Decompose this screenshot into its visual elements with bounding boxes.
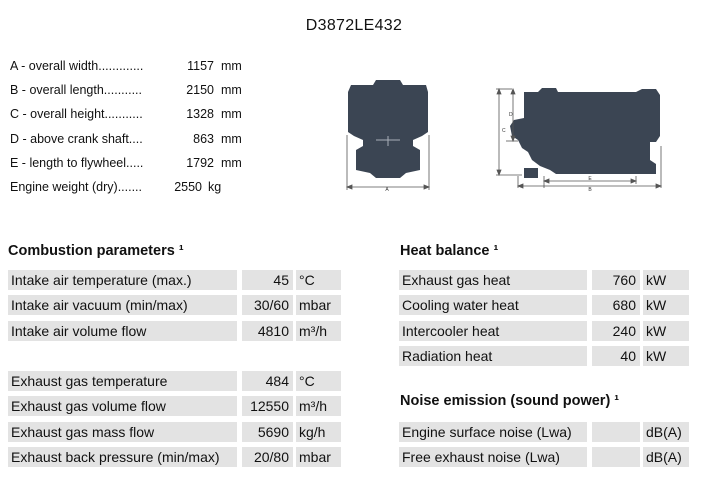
param-label: Exhaust gas volume flow <box>8 396 237 416</box>
noise-emission-title: Noise emission (sound power) ¹ <box>400 393 620 409</box>
heat-unit: kW <box>643 270 689 290</box>
param-value: 20/80 <box>242 447 293 467</box>
noise-value <box>592 422 640 442</box>
dimension-letter-e: E <box>588 176 592 182</box>
heat-unit: kW <box>643 346 689 366</box>
param-value: 4810 <box>242 321 293 341</box>
dimension-value: 1328 <box>186 107 214 122</box>
dimension-label: B - overall length........... <box>10 83 143 98</box>
heat-label: Intercooler heat <box>399 321 587 341</box>
engine-side-view <box>496 86 668 194</box>
heat-value: 40 <box>592 346 640 366</box>
dimension-label: E - length to flywheel..... <box>10 155 144 170</box>
heat-value: 240 <box>592 321 640 341</box>
dimension-value: 1792 <box>186 155 214 170</box>
dimension-value: 863 <box>193 131 214 146</box>
dimension-value: 2150 <box>186 83 214 98</box>
noise-label: Engine surface noise (Lwa) <box>399 422 587 442</box>
dimension-unit: mm <box>221 131 242 146</box>
param-value: 30/60 <box>242 295 293 315</box>
param-label: Intake air temperature (max.) <box>8 270 237 290</box>
heat-balance-title: Heat balance ¹ <box>400 243 499 259</box>
weight-label: Engine weight (dry)....... <box>10 179 143 194</box>
weight-value: 2550 <box>174 179 202 194</box>
heat-value: 680 <box>592 295 640 315</box>
param-unit: m³/h <box>296 321 341 341</box>
param-label: Intake air vacuum (min/max) <box>8 295 237 315</box>
noise-unit: dB(A) <box>643 447 689 467</box>
param-unit: m³/h <box>296 396 341 416</box>
heat-label: Cooling water heat <box>399 295 587 315</box>
dimension-label: D - above crank shaft.... <box>10 131 143 146</box>
dimension-unit: mm <box>221 83 242 98</box>
param-label: Exhaust back pressure (min/max) <box>8 447 237 467</box>
param-label: Exhaust gas temperature <box>8 371 237 391</box>
param-label: Intake air volume flow <box>8 321 237 341</box>
param-value: 45 <box>242 270 293 290</box>
dimension-unit: mm <box>221 107 242 122</box>
weight-unit: kg <box>208 179 222 194</box>
dimension-label: A - overall width............. <box>10 59 144 73</box>
heat-unit: kW <box>643 321 689 341</box>
dimension-label: C - overall height........... <box>10 107 143 122</box>
combustion-title: Combustion parameters ¹ <box>8 243 184 259</box>
engine-front-view <box>342 80 434 192</box>
param-unit: kg/h <box>296 422 341 442</box>
param-label: Exhaust gas mass flow <box>8 422 237 442</box>
noise-label: Free exhaust noise (Lwa) <box>399 447 587 467</box>
param-value: 484 <box>242 371 293 391</box>
dimension-letter-d: D <box>509 112 513 118</box>
heat-value: 760 <box>592 270 640 290</box>
noise-unit: dB(A) <box>643 422 689 442</box>
heat-label: Exhaust gas heat <box>399 270 587 290</box>
dimension-letter-c: C <box>502 128 506 134</box>
param-unit: °C <box>296 371 341 391</box>
dimension-letter-b: B <box>588 187 592 193</box>
noise-value <box>592 447 640 467</box>
param-unit: mbar <box>296 295 341 315</box>
param-value: 12550 <box>242 396 293 416</box>
dimension-value: 1157 <box>187 59 214 73</box>
param-unit: °C <box>296 270 341 290</box>
page-title: D3872LE432 <box>305 17 403 34</box>
dimension-unit: mm <box>221 155 242 170</box>
heat-unit: kW <box>643 295 689 315</box>
heat-label: Radiation heat <box>399 346 587 366</box>
dimension-letter-a: A <box>385 187 389 192</box>
param-value: 5690 <box>242 422 293 442</box>
param-unit: mbar <box>296 447 341 467</box>
dimension-unit: mm <box>221 59 242 73</box>
